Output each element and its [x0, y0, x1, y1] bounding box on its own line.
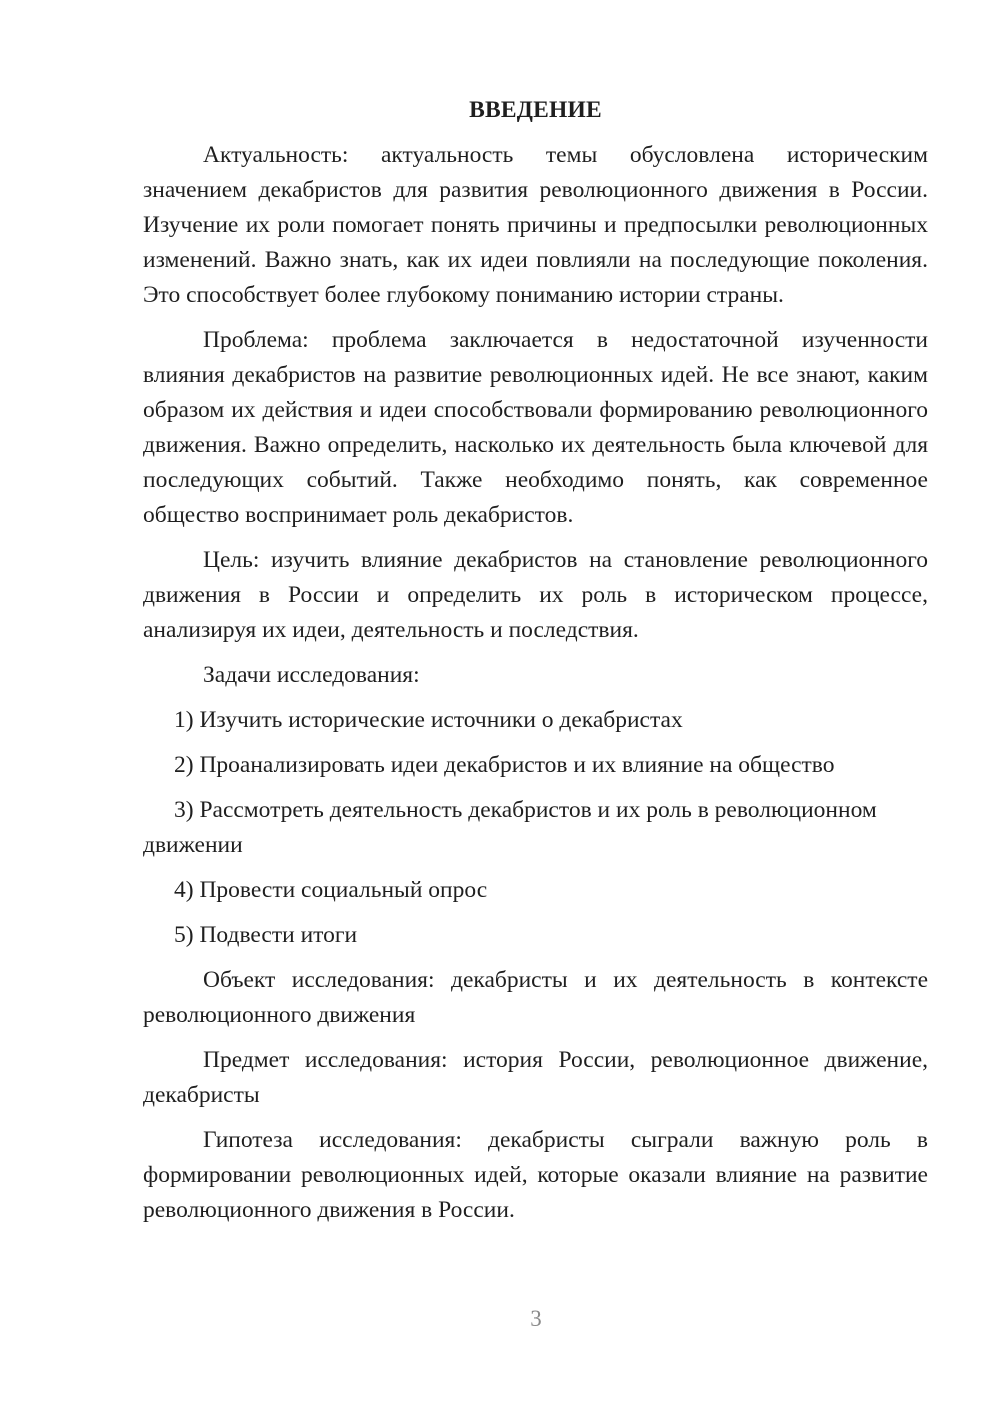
tasks-heading: Задачи исследования:: [203, 662, 420, 688]
subject-paragraph: Предмет исследования: история России, революционное движение, декабристы: [143, 1047, 928, 1108]
goal-paragraph: Цель: изучить влияние декабристов на становление революционного движения в России и определить их роль в историческом процессе, анализируя их идеи, деятельность и последствия.: [143, 547, 928, 643]
hypothesis-paragraph: Гипотеза исследования: декабристы сыграли важную роль в формировании революционных идей, которые оказали влияние на развитие революционного движения в России.: [143, 1127, 928, 1223]
task-item-4: 4) Провести социальный опрос: [174, 877, 488, 903]
section-title: ВВЕДЕНИЕ: [469, 97, 602, 123]
document-body: [143, 93, 928, 1238]
page-number: 3: [530, 1306, 542, 1331]
task-item-3: 3) Рассмотреть деятельность декабристов и их роль в революционном движении: [143, 797, 877, 858]
task-item-1: 1) Изучить исторические источники о декабристах: [174, 707, 683, 733]
task-item-2: 2) Проанализировать идеи декабристов и их влияние на общество: [174, 752, 835, 778]
problem-paragraph: Проблема: проблема заключается в недостаточной изученности влияния декабристов на развитие революционных идей. Не все знают, каким образом их действия и идеи способствовали формированию революционного движения. Важно определить, насколько их деятельность была ключевой для последующих событий. Также необходимо понять, как современное общество воспринимает роль декабристов.: [143, 327, 928, 528]
task-item-5: 5) Подвести итоги: [174, 922, 358, 948]
relevance-paragraph: Актуальность: актуальность темы обусловлена историческим значением декабристов для развития революционного движения в России. Изучение их роли помогает понять причины и предпосылки революционных изменений. Важно знать, как их идеи повлияли на последующие поколения. Это способствует более глубокому пониманию истории страны.: [143, 142, 928, 308]
object-paragraph: Объект исследования: декабристы и их деятельность в контексте революционного движения: [143, 967, 928, 1028]
